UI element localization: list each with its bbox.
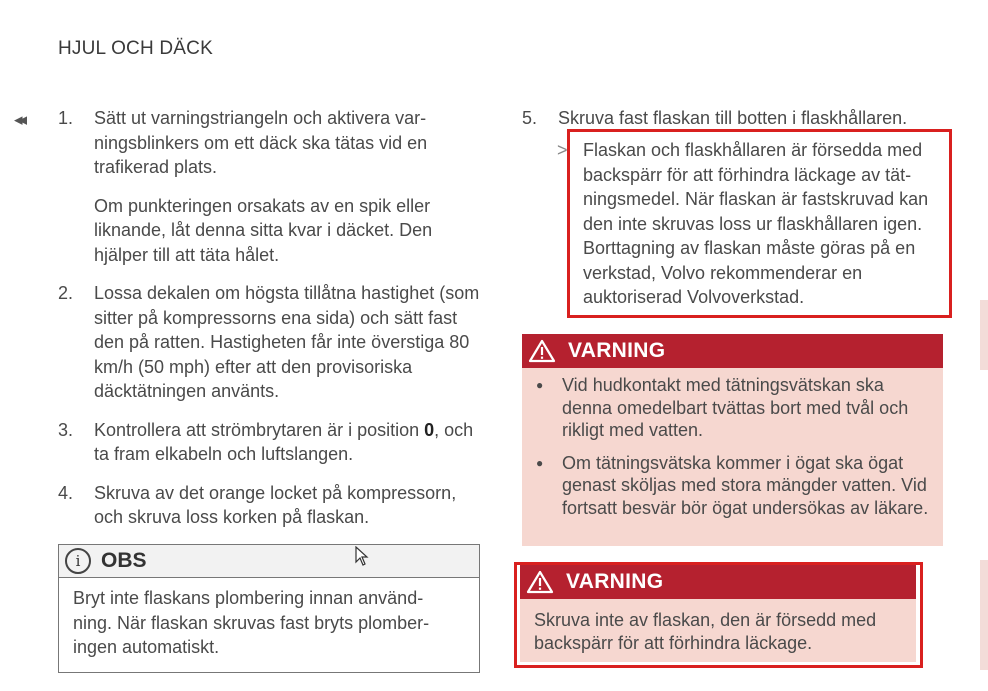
bullet-icon: ● <box>536 378 544 392</box>
warning-box <box>522 334 943 546</box>
step-number: 4. <box>58 482 74 503</box>
step-note: Om punkteringen orsakats av en spik eller liknande, låt denna sitta kvar i däcket. Den hjälper till att täta hålet. <box>94 195 433 265</box>
obs-text: Bryt inte flaskans plombering innan använd- ning. När flaskan skruvas fast bryts plomber- ingen automatiskt. <box>73 588 430 657</box>
back-arrows-icon[interactable]: ◂◂ <box>14 110 24 129</box>
warning-triangle-icon <box>528 339 556 363</box>
step-5 <box>522 106 944 131</box>
mouse-cursor-icon <box>355 546 369 566</box>
highlight-frame <box>514 562 923 668</box>
info-icon: i <box>65 548 91 574</box>
step-3 <box>58 418 483 467</box>
step-1 <box>58 106 483 267</box>
section-title: HJUL OCH DÄCK <box>58 38 213 59</box>
highlight-frame <box>567 129 952 318</box>
chevron-right-icon: > <box>557 140 568 160</box>
page-edge <box>980 560 988 670</box>
step-text: Lossa dekalen om högsta tillåtna hastighet (som sitter på kompressorns ena sida) och sätt fast den på ratten. Hastigheten får inte överstiga 80 km/h (50 mph) efter att den provisoriska däcktätningen använts. <box>94 283 480 401</box>
step-text: Kontrollera att strömbrytaren är i position 0, och ta fram elkabeln och luftslangen. <box>94 419 474 464</box>
step-number: 1. <box>58 108 74 128</box>
warning-item: ● Om tätningsvätska kommer i ögat ska ögat genast sköljas med stora mängder vatten. Vid fortsatt besvär bör ögat undersökas av läkare. <box>536 452 929 518</box>
bullet-icon: ● <box>536 455 544 470</box>
step-number: 2. <box>58 283 74 303</box>
obs-title: OBS <box>101 549 147 572</box>
step-4 <box>58 481 483 530</box>
steps-left-column <box>58 106 483 544</box>
page-edge <box>980 300 988 370</box>
warning-text: Skruva inte av flaskan, den är försedd med backspärr för att förhindra läckage. <box>534 610 877 653</box>
obs-note-box <box>58 544 480 673</box>
step-2 <box>58 281 483 404</box>
warning-title: VARNING <box>568 339 666 362</box>
warning-title: VARNING <box>566 570 664 593</box>
result-text: Flaskan och flaskhållaren är försedda med backspärr för att förhindra läckage av tät- ningsmedel. När flaskan är fastskruvad kan den inte skruvas loss ur flaskhållaren igen. Borttagning av flaskan måste göras på en verkstad, Volvo rekommenderar en auktoriserad Volvoverkstad. <box>583 140 929 307</box>
step-text: Skruva fast flaskan till botten i flaskhållaren. <box>558 108 908 128</box>
step-text: Skruva av det orange locket på kompressorn, och skruva loss korken på flaskan. <box>94 482 457 527</box>
switch-position: 0 <box>424 419 435 440</box>
step-text: Sätt ut varningstriangeln och aktivera var- ningsblinkers om ett däck ska tätas vid en trafikerad plats. <box>94 108 428 177</box>
step-number: 5. <box>522 108 538 128</box>
warning-item: ● Vid hudkontakt med tätningsvätskan ska denna omedelbart tvättas bort med tvål och rikligt med vatten. <box>536 375 909 440</box>
step-number: 3. <box>58 419 74 440</box>
